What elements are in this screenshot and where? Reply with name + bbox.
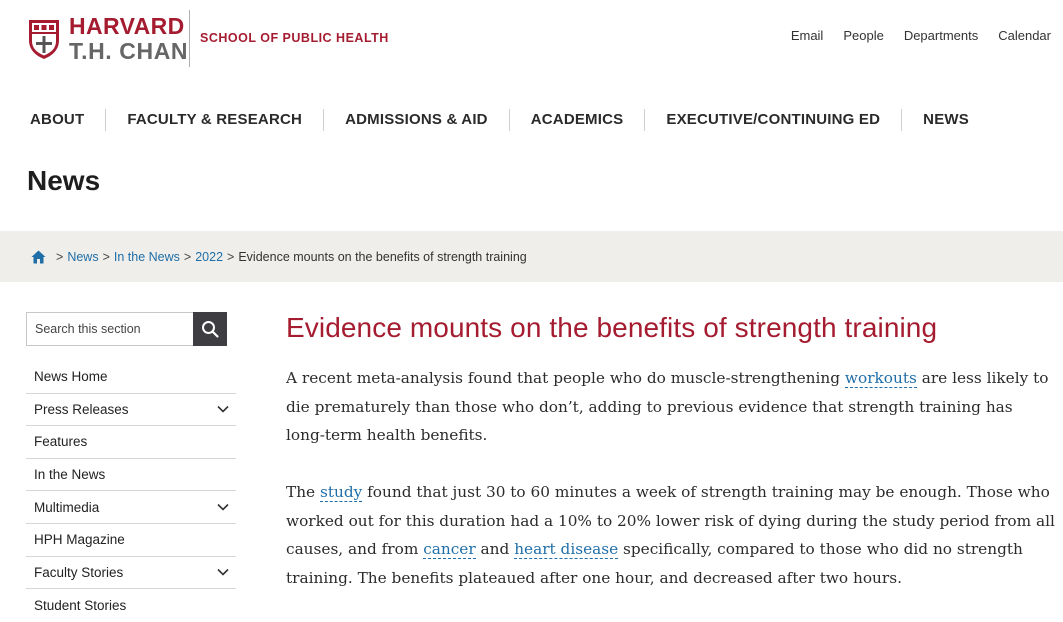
paragraph-text: are less likely to die prematurely than those who don’t, adding to previous evidence that strength training has long-term health benefits.: [286, 369, 1049, 445]
utility-link-calendar[interactable]: Calendar: [998, 28, 1051, 43]
breadcrumb-news[interactable]: News: [67, 250, 99, 264]
home-icon[interactable]: [31, 250, 46, 264]
paragraph-text: found that just 30 to 60 minutes a week of strength training may be enough. Those who worked out for this duration had a 10% to 20% lower risk of dying during the study period from all causes, and from: [286, 483, 1055, 559]
nav-academics[interactable]: ACADEMICS: [509, 109, 645, 131]
breadcrumb: [31, 250, 527, 264]
chevron-down-icon[interactable]: [217, 405, 229, 413]
search-icon: [201, 320, 219, 338]
paragraph-text: specifically, compared to those who did no strength training. The benefits plateaued after one hour, and decreased after two hours.: [286, 540, 1023, 587]
nav-news[interactable]: NEWS: [901, 109, 990, 131]
breadcrumb-in-the-news[interactable]: In the News: [113, 250, 180, 264]
utility-nav: [791, 28, 1051, 43]
sidebar-item-multimedia[interactable]: [26, 491, 236, 524]
sidebar-item-in-the-news[interactable]: [26, 459, 236, 492]
sidebar-item-student-stories[interactable]: [26, 589, 236, 622]
logo-harvard-text: HARVARD: [69, 13, 185, 39]
article-paragraph-1: [286, 364, 1056, 450]
article-title: Evidence mounts on the benefits of strength training: [286, 312, 938, 343]
sidebar-nav: [26, 361, 236, 622]
breadcrumb-separator: >: [183, 250, 192, 264]
link-study[interactable]: study: [319, 483, 363, 501]
nav-faculty-research[interactable]: FACULTY & RESEARCH: [105, 109, 323, 131]
utility-link-departments[interactable]: Departments: [903, 28, 979, 43]
sidebar-item-news-home[interactable]: [26, 361, 236, 394]
link-heart-disease[interactable]: heart disease: [514, 540, 619, 559]
chevron-down-icon[interactable]: [217, 503, 229, 511]
breadcrumb-separator: >: [227, 250, 235, 264]
main-nav: [9, 109, 990, 131]
sidebar-item-label: Faculty Stories: [34, 564, 124, 580]
paragraph-text: The: [286, 483, 320, 501]
paragraph-text: and: [475, 540, 515, 559]
link-cancer[interactable]: cancer: [423, 540, 476, 559]
sidebar-item-label: Multimedia: [34, 499, 100, 515]
search-button[interactable]: [193, 312, 227, 346]
sidebar-item-features[interactable]: [26, 426, 236, 459]
chevron-down-icon[interactable]: [217, 568, 229, 576]
utility-link-email[interactable]: Email: [790, 28, 824, 43]
utility-link-people[interactable]: People: [843, 28, 884, 43]
sidebar-item-label: In the News: [34, 467, 106, 483]
harvard-logo[interactable]: [27, 15, 188, 63]
nav-executive-continuing-ed[interactable]: EXECUTIVE/CONTINUING ED: [644, 109, 901, 131]
section-title: News: [27, 165, 101, 196]
breadcrumb-separator: >: [56, 250, 64, 264]
breadcrumb-separator: >: [102, 250, 110, 264]
article-paragraph-2: [286, 478, 1056, 592]
sidebar-item-label: News Home: [34, 369, 108, 385]
harvard-shield-icon: [27, 18, 61, 60]
logo-divider: [189, 10, 190, 67]
breadcrumb-current: Evidence mounts on the benefits of strength training: [238, 250, 527, 264]
breadcrumb-2022[interactable]: 2022: [195, 250, 224, 264]
school-name[interactable]: SCHOOL OF PUBLIC HEALTH: [200, 31, 389, 45]
sidebar-item-label: Features: [34, 434, 88, 450]
nav-admissions-aid[interactable]: ADMISSIONS & AID: [323, 109, 509, 131]
paragraph-text: A recent meta-analysis found that people who do muscle-strengthening: [286, 369, 845, 387]
search-input[interactable]: Search this section: [26, 312, 193, 346]
sidebar-item-faculty-stories[interactable]: [26, 557, 236, 590]
sidebar-item-label: HPH Magazine: [34, 532, 125, 548]
sidebar-item-hph-magazine[interactable]: [26, 524, 236, 557]
sidebar-item-press-releases[interactable]: [26, 394, 236, 427]
nav-about[interactable]: ABOUT: [30, 111, 85, 128]
sidebar-item-label: Press Releases: [34, 401, 129, 417]
sidebar-item-label: Student Stories: [34, 597, 127, 613]
link-workouts[interactable]: workouts: [844, 369, 917, 387]
section-search: [26, 312, 227, 346]
logo-chan-text: T.H. CHAN: [69, 38, 189, 64]
